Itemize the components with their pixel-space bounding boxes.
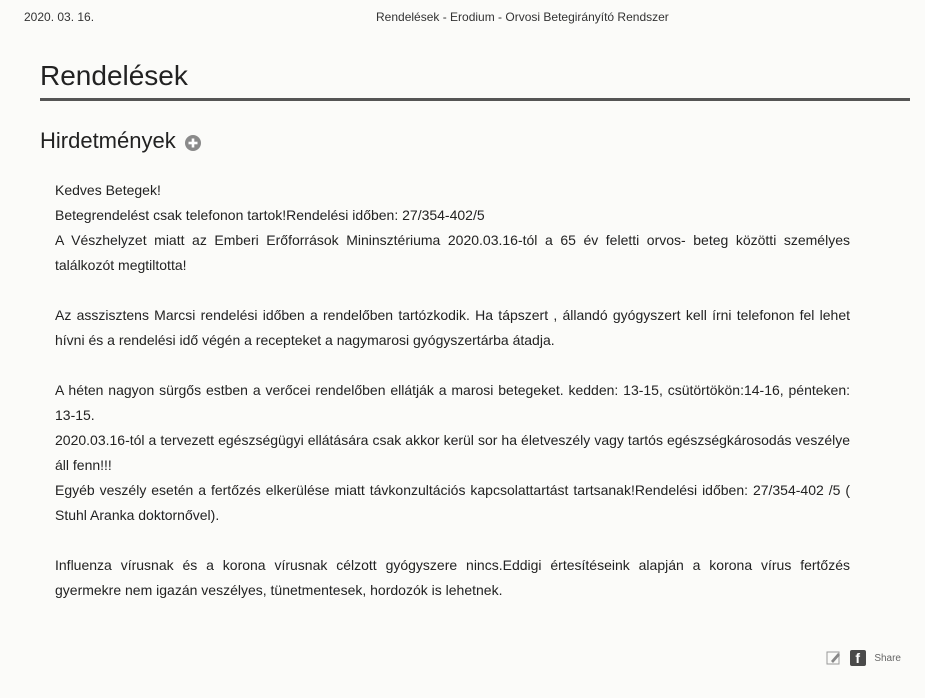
paragraph-gap	[55, 278, 850, 303]
share-bar	[826, 650, 901, 666]
announcement-body	[55, 178, 850, 603]
announcement-paragraph: Az asszisztens Marcsi rendelési időben a rendelőben tartózkodik. Ha tápszert , állandó gyógyszert kell írni telefonon fel lehet hívni és a rendelési idő végén a recepteket a nagymarosi gyógyszertárba átadja.	[55, 307, 850, 348]
announcement-paragraph: A héten nagyon sürgős estben a verőcei rendelőben ellátják a marosi betegeket. kedden: 13-15, csütörtökön:14-16, pénteken: 13-15.	[55, 382, 850, 423]
print-date: 2020. 03. 16.	[24, 10, 95, 24]
announcement-paragraph: A Vészhelyzet miatt az Emberi Erőforrások Mininsztériuma 2020.03.16-tól a 65 év feletti orvos- beteg közötti személyes találkozót megtiltotta!	[55, 232, 850, 273]
announcement-greeting: Kedves Betegek!	[55, 182, 161, 198]
paragraph-gap	[55, 353, 850, 378]
edit-icon[interactable]	[826, 650, 842, 666]
section-title	[40, 128, 202, 154]
paragraph-gap	[55, 528, 850, 553]
plus-circle-icon[interactable]	[184, 132, 202, 150]
print-header	[24, 10, 901, 26]
share-button[interactable]: Share	[874, 652, 901, 664]
page-title: Rendelések	[40, 60, 188, 91]
section-title-text: Hirdetmények	[40, 128, 176, 153]
announcement-paragraph: Betegrendelést csak telefonon tartok!Rendelési időben: 27/354-402/5	[55, 207, 485, 223]
facebook-icon[interactable]: f	[850, 650, 866, 666]
announcement-paragraph: Egyéb veszély esetén a fertőzés elkerülése miatt távkonzultációs kapcsolattartást tartsanak!Rendelési időben: 27/354-402 /5 ( Stuhl Aranka doktornővel).	[55, 482, 850, 523]
title-divider	[40, 98, 910, 101]
print-page-title: Rendelések - Erodium - Orvosi Betegirányító Rendszer	[376, 10, 669, 24]
announcement-paragraph: Influenza vírusnak és a korona vírusnak célzott gyógyszere nincs.Eddigi értesítéseink alapján a korona vírus fertőzés gyermekre nem igazán veszélyes, tünetmentesek, hordozók is lehetnek.	[55, 557, 850, 598]
announcement-paragraph: 2020.03.16-tól a tervezett egészségügyi ellátására csak akkor kerül sor ha életveszély vagy tartós egészségkárosodás veszélye áll fenn!!!	[55, 432, 850, 473]
